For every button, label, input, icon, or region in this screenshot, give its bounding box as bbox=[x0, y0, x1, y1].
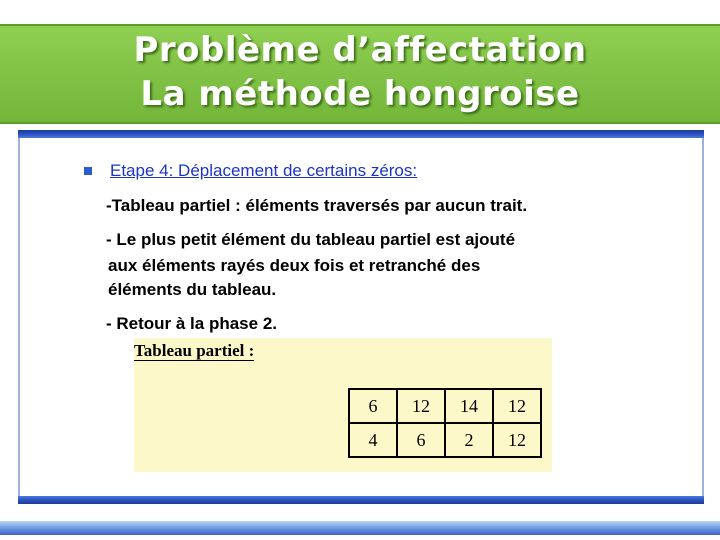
step-heading: Etape 4: Déplacement de certains zéros: bbox=[110, 161, 418, 180]
title-bar bbox=[0, 24, 720, 124]
square-bullet-icon bbox=[84, 167, 92, 175]
table-cell: 4 bbox=[349, 423, 397, 457]
paragraph-return-phase: - Retour à la phase 2. bbox=[106, 314, 277, 333]
table-cell: 2 bbox=[445, 423, 493, 457]
partial-table-label: Tableau partiel : bbox=[134, 341, 255, 360]
table-cell: 6 bbox=[349, 389, 397, 423]
partial-table-panel bbox=[134, 338, 552, 472]
paragraph-smallest-element-line-1: - Le plus petit élément du tableau partiel est ajouté bbox=[106, 230, 516, 249]
table-cell: 14 bbox=[445, 389, 493, 423]
slide-title-line-2: La méthode hongroise bbox=[140, 74, 580, 114]
slide-title-line-1: Problème d’affectation bbox=[133, 30, 587, 70]
table-cell: 12 bbox=[493, 389, 541, 423]
content-frame-top-border bbox=[18, 130, 704, 138]
bottom-decorative-bar bbox=[0, 520, 720, 535]
content-frame-bottom-border bbox=[18, 496, 704, 504]
paragraph-smallest-element-line-2: aux éléments rayés deux fois et retranché des bbox=[108, 256, 481, 275]
table-cell: 6 bbox=[397, 423, 445, 457]
table-row bbox=[349, 389, 541, 423]
content-frame-right-border bbox=[702, 138, 704, 496]
paragraph-smallest-element-line-3: éléments du tableau. bbox=[108, 280, 277, 299]
partial-table bbox=[348, 388, 542, 458]
content-frame-left-border bbox=[18, 138, 20, 496]
table-row bbox=[349, 423, 541, 457]
table-cell: 12 bbox=[397, 389, 445, 423]
paragraph-partial-table: -Tableau partiel : éléments traversés par aucun trait. bbox=[106, 196, 528, 215]
table-cell: 12 bbox=[493, 423, 541, 457]
